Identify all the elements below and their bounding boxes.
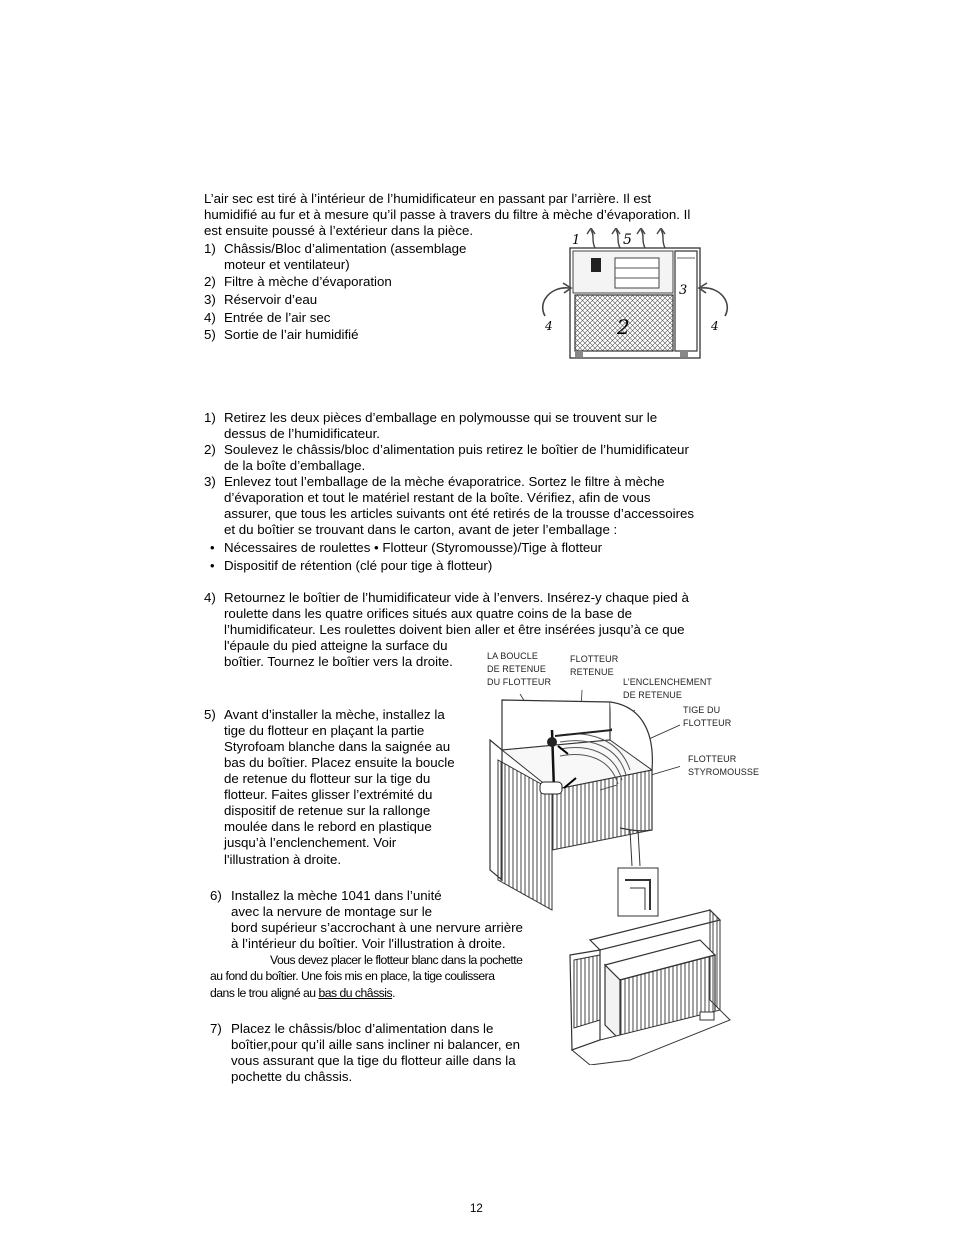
note-underlined: bas du châssis [318,986,393,1000]
note-text: au fond du boîtier. Une fois mis en place, la tige coulissera [210,969,495,983]
diagram-label: 4 [711,319,719,333]
step-text: dispositif de retenue sur la rallonge [224,803,431,818]
step-text: Placez le châssis/bloc d’alimentation dans le [231,1021,494,1036]
diagram-label: 2 [617,315,630,339]
part-label: Filtre à mèche d’évaporation [224,274,392,289]
callout-line: STYROMOUSSE [688,767,760,777]
callout-line: FLOTTEUR [683,718,732,728]
step-text: et du boîtier se trouvant dans le carton, avant de jeter l’emballage : [224,522,618,537]
bullet-item: Dispositif de rétention (clé pour tige à flotteur) [224,558,493,573]
part-label-cont: moteur et ventilateur) [224,257,350,272]
step-text: assurer, que tous les articles suivants ont été retirés de la trousse d’accessoires [224,506,695,521]
step-text: Avant d’installer la mèche, installez la [224,707,445,722]
note-text: Vous devez placer le flotteur blanc dans la pochette [270,953,523,967]
diagram-label: 4 [545,319,553,333]
part-number: 2) [204,274,216,289]
callout-line: DE RETENUE [623,690,683,700]
part-label: Entrée de l’air sec [224,310,331,325]
step-text: avec la nervure de montage sur le [231,904,433,919]
step-text-line [231,936,506,952]
callout-label [683,704,731,730]
intro-line-3: est ensuite poussé à l’extérieur dans la pièce. [204,223,474,238]
part-number: 1) [204,241,216,256]
wick-installation-diagram [560,900,740,1065]
bullet-icon: • [210,540,215,555]
step-text: l'illustration à droite. [224,852,342,867]
step-text: jusqu’à l’enclenchement. Voir [224,835,397,850]
bullet-icon: • [210,558,215,573]
step-text: dessus de l’humidificateur. [224,426,380,441]
note-text: . [392,986,395,1000]
step-text: l’humidificateur. Les roulettes doivent bien aller et être insérées jusqu’à ce que [224,622,685,637]
part-label: Réservoir d’eau [224,292,318,307]
step-text: moulée dans le rebord en plastique [224,819,432,834]
part-number: 4) [204,310,216,325]
step-text: Retirez les deux pièces d’emballage en polymousse qui se trouvent sur le [224,410,658,425]
part-number: 5) [204,327,216,342]
step-text: flotteur. Faites glisser l’extrémité du [224,787,433,802]
step-text: Soulevez le châssis/bloc d’alimentation puis retirez le boîtier de l’humidificateur [224,442,689,457]
step-text: Retournez le boîtier de l’humidificateur vide à l’envers. Insérez-y chaque pied à [224,590,689,605]
callout-line: DE RETENUE [487,664,547,674]
step-number: 5) [204,707,216,722]
intro-line-2: humidifié au fur et à mesure qu’il passe à travers du filtre à mèche d’évaporation. Il [204,207,691,222]
step-text: bord supérieur s’accrochant à une nervure arrière [231,920,523,935]
float-installation-diagram [480,680,680,920]
callout-label [688,753,759,779]
callout-line: DU FLOTTEUR [487,677,552,687]
step-number: 7) [210,1021,222,1036]
callout-line: LA BOUCLE [487,651,538,661]
step-text: de retenue du flotteur sur la tige du [224,771,431,786]
step-text: boîtier. Tournez le boîtier vers la droite. [224,654,453,669]
step-text: Styrofoam blanche dans la saignée au [224,739,451,754]
step-text: pochette du châssis. [231,1069,353,1084]
step-text: Enlevez tout l’emballage de la mèche évaporatrice. Sortez le filtre à mèche [224,474,665,489]
part-label: Châssis/Bloc d’alimentation (assemblage [224,241,467,256]
humidifier-airflow-diagram [535,228,735,363]
step-text: roulette dans les quatre orifices situés aux quatre coins de la base de [224,606,633,621]
callout-line: TIGE DU [683,705,721,715]
step-text: vous assurant que la tige du flotteur aille dans la [231,1053,516,1068]
step-number: 6) [210,888,222,903]
step-text: d’évaporation et tout le matériel restant de la boîte. Vérifiez, afin de vous [224,490,651,505]
bullet-item: Nécessaires de roulettes • Flotteur (Styromousse)/Tige à flotteur [224,540,603,555]
diagram-label: 1 [572,233,581,248]
step-text: boîtier,pour qu’il aille sans incliner ni balancer, en [231,1037,521,1052]
step-text: tige du flotteur en plaçant la partie [224,723,425,738]
step-text: de la boîte d’emballage. [224,458,366,473]
step-number: 4) [204,590,216,605]
note-text-line [210,985,395,1001]
diagram-label: 3 [679,283,688,298]
step-number: 3) [204,474,216,489]
step-text: l'épaule du pied atteigne la surface du [224,638,448,653]
callout-line: RETENUE [570,667,614,677]
callout-line: FLOTTEUR [688,754,737,764]
part-label: Sortie de l’air humidifié [224,327,359,342]
step-number: 1) [204,410,216,425]
callout-label [570,653,618,679]
step-number: 2) [204,442,216,457]
intro-line-1: L’air sec est tiré à l’intérieur de l’humidificateur en passant par l’arrière. Il est [204,191,652,206]
page-number: 12 [470,1203,483,1215]
note-text: dans le trou aligné au [210,986,319,1000]
step-text: Installez la mèche 1041 dans l’unité [231,888,442,903]
part-number: 3) [204,292,216,307]
step-text: à l’intérieur du boîtier [231,936,355,951]
step-text: bas du boîtier. Placez ensuite la boucle [224,755,455,770]
callout-line: L’ENCLENCHEMENT [623,677,713,687]
callout-line: FLOTTEUR [570,654,619,664]
diagram-label: 5 [623,232,632,248]
step-text: . Voir l'illustration à droite. [354,936,506,951]
